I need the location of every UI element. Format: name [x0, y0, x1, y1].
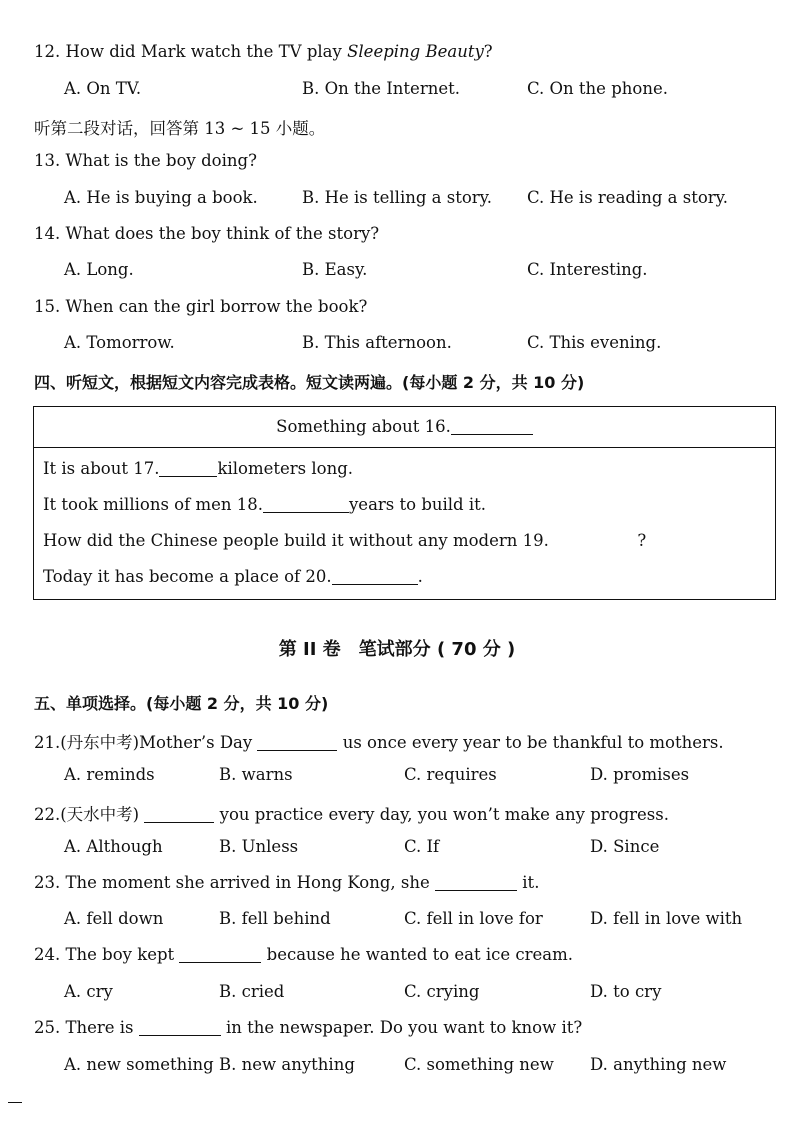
answer-blank-24[interactable] [179, 946, 261, 964]
exam-source: (丹东中考) [60, 733, 140, 752]
q14-option-b[interactable]: B. Easy. [302, 260, 368, 279]
q15-option-a[interactable]: A. Tomorrow. [64, 333, 175, 352]
q21-option-b[interactable]: B. warns [219, 765, 293, 784]
q25-option-a[interactable]: A. new something [64, 1055, 214, 1074]
q24-option-d[interactable]: D. to cry [590, 982, 662, 1001]
page-corner-mark [8, 1102, 22, 1103]
answer-blank-23[interactable] [435, 874, 517, 892]
answer-blank-16[interactable] [451, 418, 533, 436]
question-24-stem: 24. The boy kept because he wanted to eat ice cream. [34, 945, 574, 964]
exam-source: (天水中考) [60, 805, 140, 824]
q12-option-b[interactable]: B. On the Internet. [302, 79, 460, 98]
q23-option-a[interactable]: A. fell down [64, 909, 164, 928]
q23-option-b[interactable]: B. fell behind [219, 909, 331, 928]
question-23-stem: 23. The moment she arrived in Hong Kong, she it. [34, 873, 540, 892]
q24-option-a[interactable]: A. cry [64, 982, 113, 1001]
question-12-stem: 12. How did Mark watch the TV play Sleeping Beauty? [34, 42, 493, 61]
q13-option-a[interactable]: A. He is buying a book. [64, 188, 258, 207]
q15-option-b[interactable]: B. This afternoon. [302, 333, 452, 352]
q12-option-a[interactable]: A. On TV. [64, 79, 142, 98]
play-title: Sleeping Beauty [347, 42, 484, 61]
section-5-title: 五、单项选择。(每小题 2 分，共 10 分) [34, 694, 329, 713]
question-13-stem: 13. What is the boy doing? [34, 151, 257, 170]
q24-option-b[interactable]: B. cried [219, 982, 285, 1001]
q22-option-c[interactable]: C. If [404, 837, 440, 856]
q25-option-c[interactable]: C. something new [404, 1055, 554, 1074]
q13-option-b[interactable]: B. He is telling a story. [302, 188, 493, 207]
section-4-title: 四、听短文，根据短文内容完成表格。短文读两遍。(每小题 2 分，共 10 分) [34, 373, 585, 392]
answer-blank-22[interactable] [144, 806, 214, 824]
q24-option-c[interactable]: C. crying [404, 982, 480, 1001]
question-25-stem: 25. There is in the newspaper. Do you want to know it? [34, 1018, 583, 1037]
answer-blank-25[interactable] [139, 1019, 221, 1037]
q22-option-b[interactable]: B. Unless [219, 837, 299, 856]
q14-option-c[interactable]: C. Interesting. [527, 260, 648, 279]
q21-option-a[interactable]: A. reminds [64, 765, 155, 784]
question-21-stem: 21.(丹东中考)Mother’s Day us once every year to be thankful to mothers. [34, 733, 724, 752]
question-22-stem: 22.(天水中考) you practice every day, you won’t make any progress. [34, 805, 669, 824]
part-2-title: 第 II 卷 笔试部分 ( 70 分 ) [278, 639, 516, 660]
question-14-stem: 14. What does the boy think of the story? [34, 224, 380, 243]
q21-option-c[interactable]: C. requires [404, 765, 497, 784]
q22-option-a[interactable]: A. Although [64, 837, 163, 856]
q15-option-c[interactable]: C. This evening. [527, 333, 662, 352]
q12-option-c[interactable]: C. On the phone. [527, 79, 668, 98]
table-row-18: It took millions of men 18. years to build it. [43, 495, 487, 514]
table-header: Something about 16. [34, 407, 775, 448]
question-15-stem: 15. When can the girl borrow the book? [34, 297, 368, 316]
answer-blank-20[interactable] [332, 568, 418, 586]
table-row-19: How did the Chinese people build it without any modern 19. ? [43, 531, 647, 550]
q22-option-d[interactable]: D. Since [590, 837, 660, 856]
q23-option-c[interactable]: C. fell in love for [404, 909, 543, 928]
table-row-20: Today it has become a place of 20. . [43, 567, 423, 586]
q21-option-d[interactable]: D. promises [590, 765, 690, 784]
answer-blank-17[interactable] [159, 460, 217, 478]
answer-blank-18[interactable] [263, 496, 349, 514]
q23-option-d[interactable]: D. fell in love with [590, 909, 743, 928]
table-row-17: It is about 17. kilometers long. [43, 459, 354, 478]
dialogue-2-instruction: 听第二段对话，回答第 13 ~ 15 小题。 [34, 119, 326, 138]
answer-blank-21[interactable] [257, 734, 337, 752]
q25-option-b[interactable]: B. new anything [219, 1055, 355, 1074]
q14-option-a[interactable]: A. Long. [64, 260, 134, 279]
listening-table [33, 406, 776, 600]
q13-option-c[interactable]: C. He is reading a story. [527, 188, 729, 207]
q25-option-d[interactable]: D. anything new [590, 1055, 727, 1074]
